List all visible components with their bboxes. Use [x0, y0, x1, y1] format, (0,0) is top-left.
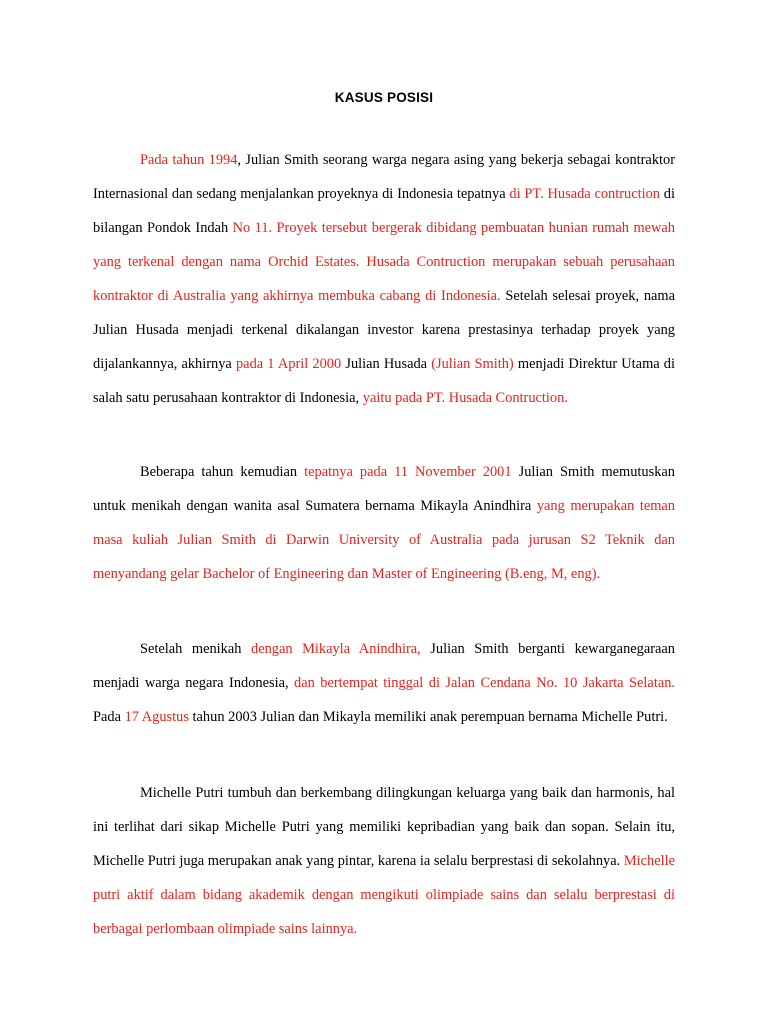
paragraph-3 — [93, 632, 675, 734]
highlighted-text-run: yaitu pada PT. Husada Contruction. — [362, 390, 568, 406]
highlighted-text-run: No 11. Proyek tersebut bergerak dibidang pembuatan hunian rumah mewah yang terkenal dengan nama Orchid Estates. Husada Contruction merupakan sebuah perusahaan kontraktor di Australia yang akhirnya membuka cabang di Indonesia. — [93, 220, 676, 304]
paragraph-2 — [93, 455, 675, 591]
text-run: Pada — [93, 709, 125, 725]
highlighted-text-run: pada 1 April 2000 — [235, 356, 342, 372]
text-run: Julian Smith berganti kewarganegaraan menjadi warga negara Indonesia, — [93, 641, 675, 691]
text-run: di bilangan Pondok Indah — [93, 186, 675, 236]
highlighted-text-run: dengan Mikayla Anindhira, — [251, 641, 421, 657]
text-run: menjadi Direktur Utama di salah satu perusahaan kontraktor di Indonesia, — [93, 356, 676, 406]
text-run: Beberapa tahun kemudian — [140, 464, 305, 480]
text-run: tahun 2003 Julian dan Mikayla memiliki anak perempuan bernama Michelle Putri. — [188, 709, 668, 725]
highlighted-text-run: yang merupakan teman masa kuliah Julian Smith di Darwin University of Australia pada jurusan S2 Teknik dan menyandang gelar Bachelor of Engineering dan Master of Engineering (B.eng, M, eng). — [93, 498, 675, 582]
paragraph-1 — [93, 143, 675, 415]
highlighted-text-run: 17 Agustus — [124, 709, 189, 725]
text-run: Julian Smith memutuskan untuk menikah dengan wanita asal Sumatera bernama Mikayla Anindhira — [93, 464, 675, 514]
highlighted-text-run: Pada tahun 1994 — [140, 152, 238, 168]
text-run: , Julian Smith seorang warga negara asing yang bekerja sebagai kontraktor Internasional dan sedang menjalankan proyeknya di Indonesia tepatnya — [93, 152, 675, 202]
text-run: Setelah menikah — [140, 641, 251, 657]
text-run: Michelle Putri tumbuh dan berkembang dilingkungan keluarga yang baik dan harmonis, hal ini terlihat dari sikap Michelle Putri yang memiliki kepribadian yang baik dan sopan. Selain itu, Michelle Putri juga merupakan anak yang pintar, karena ia selalu berprestasi di sekolahnya. — [93, 785, 675, 869]
text-run: Setelah selesai proyek, nama Julian Husada menjadi terkenal dikalangan investor karena prestasinya terhadap proyek yang dijalankannya, akhirnya — [93, 288, 675, 372]
highlighted-text-run: dan bertempat tinggal di Jalan Cendana No. 10 Jakarta Selatan. — [294, 675, 675, 691]
paragraph-4 — [93, 776, 675, 946]
highlighted-text-run: tepatnya pada 11 November 2001 — [304, 464, 512, 480]
highlighted-text-run: Michelle putri aktif dalam bidang akademik dengan mengikuti olimpiade sains dan selalu berprestasi di berbagai perlombaan olimpiade sains lainnya. — [93, 853, 675, 937]
document-title: KASUS POSISI — [334, 90, 434, 105]
highlighted-text-run: (Julian Smith) — [431, 356, 514, 372]
highlighted-text-run: di PT. Husada contruction — [509, 186, 660, 202]
text-run: Julian Husada — [341, 356, 432, 372]
